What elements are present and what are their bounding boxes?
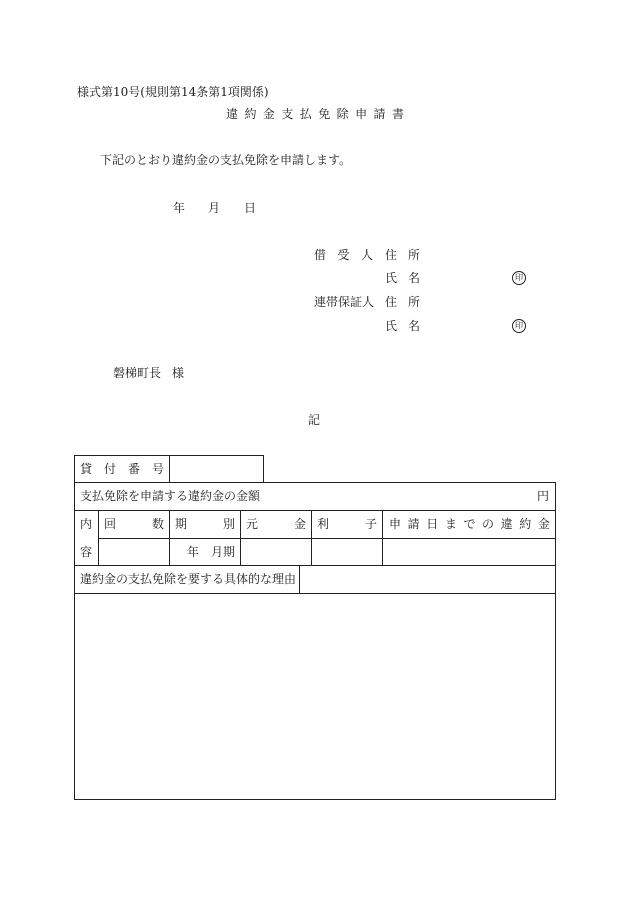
content-label-1: 内 — [80, 517, 93, 531]
title-char: 免 — [318, 107, 331, 121]
form-id: 様式第10号(規則第14条第1項関係) — [77, 85, 269, 99]
date-year: 年 — [173, 201, 186, 215]
content-label-2: 容 — [80, 545, 93, 559]
title-char: 書 — [391, 107, 404, 121]
date-day: 日 — [244, 201, 257, 215]
borrower-seal-icon: 印 — [512, 271, 526, 285]
amount-label: 支払免除を申請する違約金の金額 — [80, 489, 261, 503]
borrower-name-label: 氏 名 — [385, 271, 420, 285]
borrower-address-label: 住 所 — [385, 248, 420, 262]
title-char: 支 — [281, 107, 294, 121]
addressee-name: 磐梯町長 — [113, 366, 162, 380]
guarantor-name-label: 氏 名 — [385, 319, 420, 333]
principal-header: 元 金 — [246, 517, 306, 531]
period-header: 期 別 — [175, 517, 235, 531]
title-char: 申 — [355, 107, 368, 121]
title-char: 除 — [336, 107, 349, 121]
title-char: 金 — [262, 107, 275, 121]
borrower-label: 借 受 人 — [314, 248, 373, 262]
reason-label: 違約金の支払免除を要する具体的な理由 — [80, 572, 297, 586]
period-value: 年 月期 — [187, 545, 236, 559]
title-char: 請 — [373, 107, 386, 121]
guarantor-address-label: 住 所 — [385, 295, 420, 309]
ki-heading: 記 — [308, 413, 321, 427]
penalty-header: 申 請 日 ま で の 違 約 金 — [389, 517, 550, 531]
title-char: 違 — [226, 107, 239, 121]
addressee-honorific: 様 — [172, 366, 185, 380]
intro-text: 下記のとおり違約金の支払免除を申請します。 — [100, 153, 352, 167]
interest-header: 利 子 — [317, 517, 377, 531]
title-char: 約 — [244, 107, 257, 121]
guarantor-seal-icon: 印 — [512, 319, 526, 333]
loan-number-label: 貸 付 番 号 — [80, 462, 164, 476]
amount-unit: 円 — [537, 489, 550, 503]
count-header: 回 数 — [104, 517, 164, 531]
document-title — [226, 107, 404, 121]
title-char: 払 — [299, 107, 312, 121]
guarantor-label: 連帯保証人 — [314, 295, 375, 309]
date-month: 月 — [208, 201, 221, 215]
